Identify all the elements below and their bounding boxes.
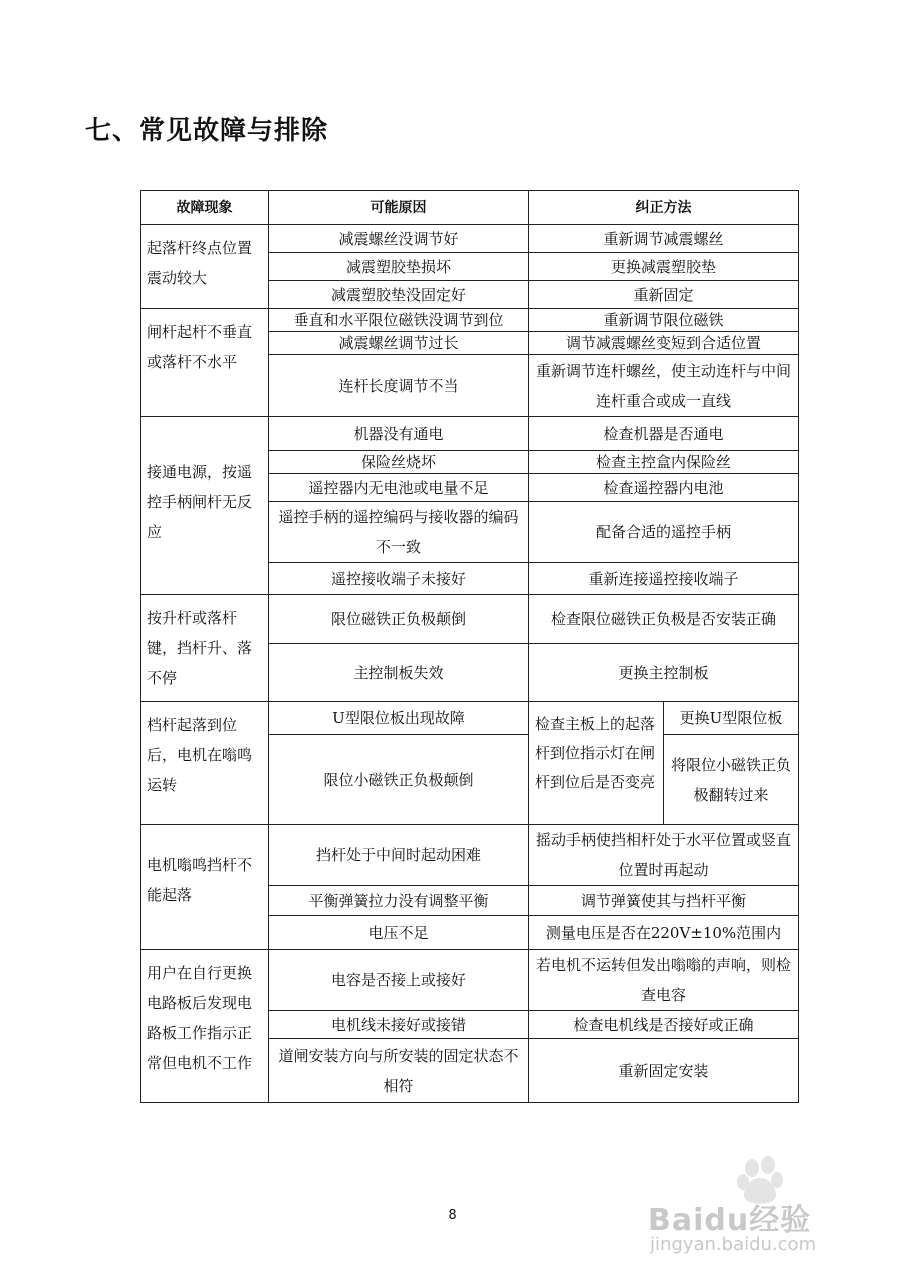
section-title: 七、常见故障与排除 (85, 116, 329, 146)
fix-cell: 检查遥控器内电池 (529, 474, 799, 502)
fix-cell: 重新调节限位磁铁 (529, 309, 799, 332)
fix-cell: 重新固定安装 (529, 1039, 799, 1103)
fix-cell: 检查限位磁铁正负极是否安装正确 (529, 595, 799, 644)
fix-cell: 若电机不运转但发出嗡嗡的声响，则检查电容 (529, 950, 799, 1011)
cause-cell: 保险丝烧坏 (269, 451, 529, 474)
symptom-cell: 闸杆起杆不垂直或落杆不水平 (141, 309, 269, 417)
cause-cell: 连杆长度调节不当 (269, 355, 529, 417)
table-row (141, 950, 799, 1011)
table-row (141, 309, 799, 332)
fix-cell: 调节减震螺丝变短到合适位置 (529, 332, 799, 355)
table-header-row (141, 191, 799, 225)
fix-cell: 检查机器是否通电 (529, 417, 799, 451)
cause-cell: 减震塑胶垫没固定好 (269, 281, 529, 309)
fix-cell: 更换主控制板 (529, 644, 799, 702)
symptom-cell: 档杆起落到位后，电机在嗡鸣运转 (141, 702, 269, 825)
fix-cell: 重新调节减震螺丝 (529, 225, 799, 253)
fix-cell: 检查主控盒内保险丝 (529, 451, 799, 474)
cause-cell: 电容是否接上或接好 (269, 950, 529, 1011)
fix-cell: 配备合适的遥控手柄 (529, 502, 799, 563)
cause-cell: U型限位板出现故障 (269, 702, 529, 735)
cause-cell: 挡杆处于中间时起动困难 (269, 825, 529, 886)
fix-cell: 重新连接遥控接收端子 (529, 563, 799, 595)
fix-cell: 摇动手柄使挡相杆处于水平位置或竖直位置时再起动 (529, 825, 799, 886)
cause-cell: 遥控器内无电池或电量不足 (269, 474, 529, 502)
symptom-cell: 用户在自行更换电路板后发现电路板工作指示正常但电机不工作 (141, 950, 269, 1103)
header-cause: 可能原因 (269, 191, 529, 225)
cause-cell: 机器没有通电 (269, 417, 529, 451)
page-number: 8 (448, 1208, 457, 1223)
fault-table (140, 190, 799, 1103)
fix-cell: 重新固定 (529, 281, 799, 309)
cause-cell: 垂直和水平限位磁铁没调节到位 (269, 309, 529, 332)
cause-cell: 限位磁铁正负极颠倒 (269, 595, 529, 644)
watermark-brand: Baidu经验 (648, 1203, 812, 1238)
symptom-cell: 按升杆或落杆键，挡杆升、落不停 (141, 595, 269, 702)
fix-cell: 调节弹簧使其与挡杆平衡 (529, 886, 799, 916)
cause-cell: 电机线未接好或接错 (269, 1011, 529, 1039)
table-row (141, 225, 799, 253)
table-row (141, 595, 799, 644)
watermark-url: jingyan.baidu.com (650, 1234, 817, 1255)
header-fix: 纠正方法 (529, 191, 799, 225)
cause-cell: 平衡弹簧拉力没有调整平衡 (269, 886, 529, 916)
fix-cell: 更换U型限位板 (664, 702, 799, 735)
fix-cell: 将限位小磁铁正负极翻转过来 (664, 735, 799, 825)
fix-cell: 检查电机线是否接好或正确 (529, 1011, 799, 1039)
table-row (141, 702, 799, 735)
table-row (141, 417, 799, 451)
cause-cell: 减震螺丝调节过长 (269, 332, 529, 355)
cause-cell: 电压不足 (269, 916, 529, 950)
cause-cell: 减震塑胶垫损坏 (269, 253, 529, 281)
cause-cell: 遥控手柄的遥控编码与接收器的编码不一致 (269, 502, 529, 563)
cause-cell: 减震螺丝没调节好 (269, 225, 529, 253)
table-row (141, 825, 799, 886)
check-cell: 检查主板上的起落杆到位指示灯在闸杆到位后是否变亮 (529, 702, 664, 825)
symptom-cell: 电机嗡鸣挡杆不能起落 (141, 825, 269, 950)
cause-cell: 主控制板失效 (269, 644, 529, 702)
fix-cell: 重新调节连杆螺丝，使主动连杆与中间连杆重合或成一直线 (529, 355, 799, 417)
header-symptom: 故障现象 (141, 191, 269, 225)
symptom-cell: 起落杆终点位置震动较大 (141, 225, 269, 309)
fix-cell: 更换减震塑胶垫 (529, 253, 799, 281)
cause-cell: 道闸安装方向与所安装的固定状态不相符 (269, 1039, 529, 1103)
cause-cell: 限位小磁铁正负极颠倒 (269, 735, 529, 825)
cause-cell: 遥控接收端子未接好 (269, 563, 529, 595)
symptom-cell: 接通电源，按遥控手柄闸杆无反应 (141, 417, 269, 595)
fix-cell: 测量电压是否在220V±10%范围内 (529, 916, 799, 950)
